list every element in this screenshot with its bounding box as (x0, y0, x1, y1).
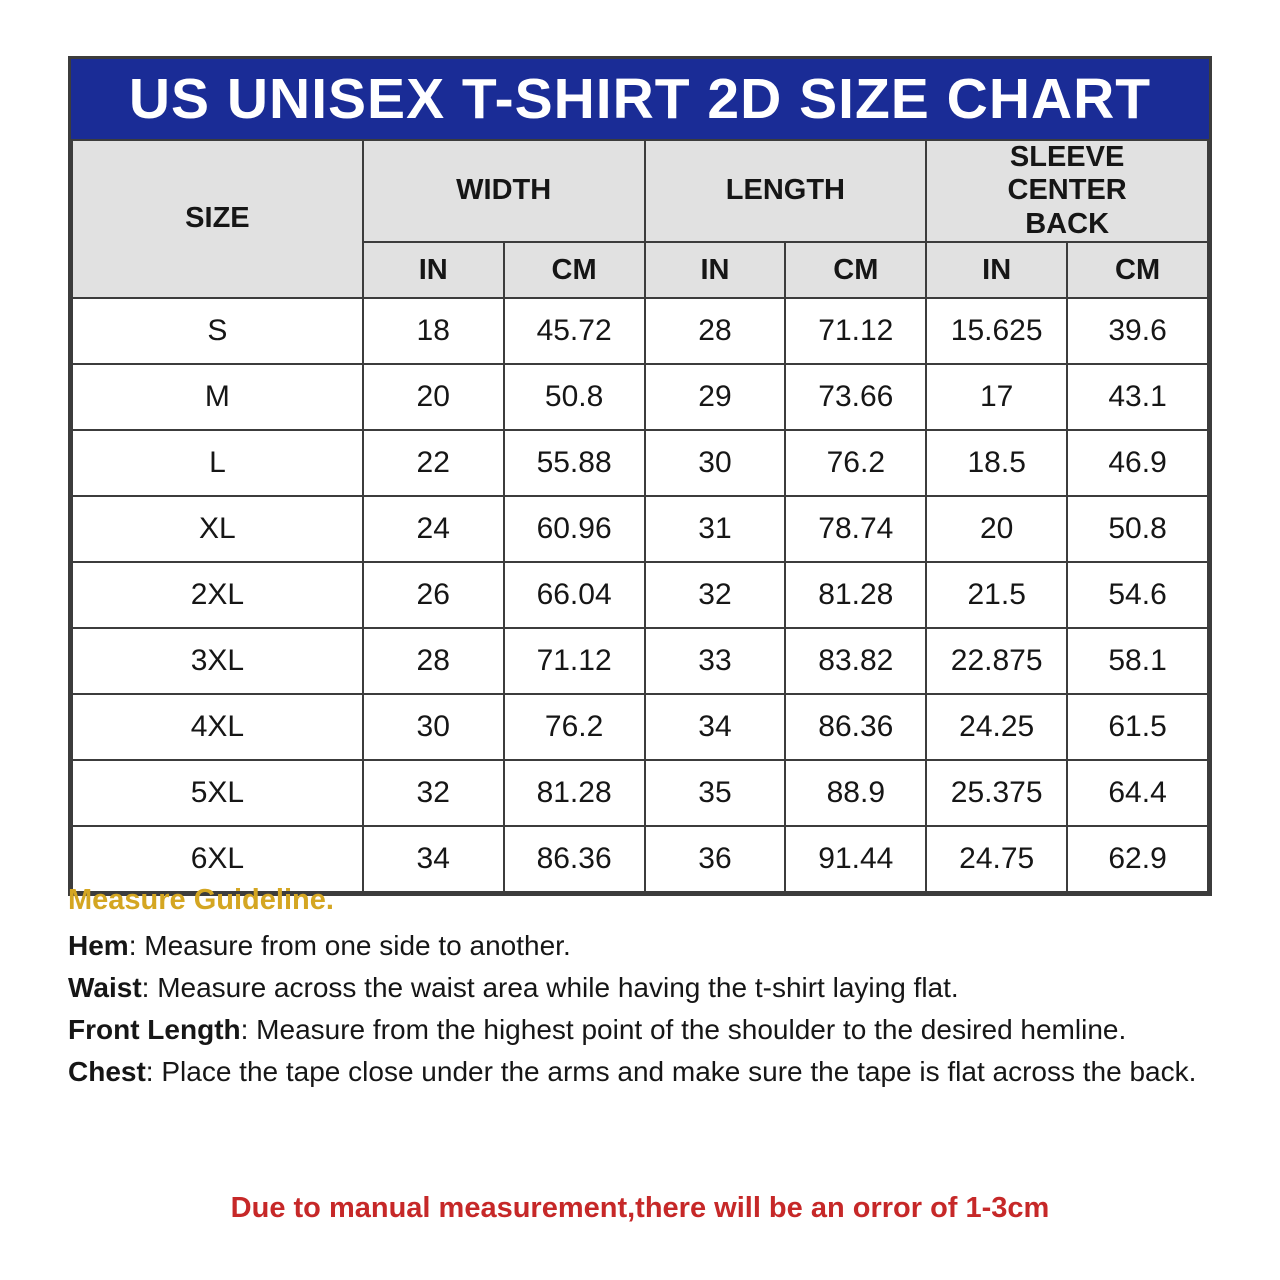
table-row (72, 298, 1208, 364)
guideline-item-label: Hem (68, 930, 129, 961)
length-cm-header: CM (785, 242, 926, 298)
value-cell: 18 (363, 298, 504, 364)
value-cell: 88.9 (785, 760, 926, 826)
value-cell: 28 (363, 628, 504, 694)
table-row (72, 430, 1208, 496)
size-cell: 5XL (72, 760, 363, 826)
size-cell: L (72, 430, 363, 496)
guideline-item-text: : Measure from one side to another. (128, 930, 571, 961)
value-cell: 15.625 (926, 298, 1067, 364)
guideline-item (68, 973, 1218, 1002)
length-group-header: LENGTH (645, 140, 927, 242)
value-cell: 29 (645, 364, 786, 430)
value-cell: 71.12 (504, 628, 645, 694)
value-cell: 18.5 (926, 430, 1067, 496)
measure-guideline-section (68, 884, 1218, 1086)
value-cell: 34 (645, 694, 786, 760)
size-cell: 3XL (72, 628, 363, 694)
table-row (72, 562, 1208, 628)
page-title: US UNISEX T-SHIRT 2D SIZE CHART (128, 67, 1152, 131)
guideline-item-text: : Measure from the highest point of the shoulder to the desired hemline. (240, 1014, 1127, 1045)
table-row (72, 694, 1208, 760)
size-table (71, 139, 1209, 893)
size-table-header (72, 140, 1208, 298)
value-cell: 86.36 (504, 826, 645, 892)
value-cell: 22.875 (926, 628, 1067, 694)
sleeve-group-header: SLEEVE CENTER BACK (926, 140, 1208, 242)
table-row (72, 826, 1208, 892)
size-cell: S (72, 298, 363, 364)
size-chart-sheet (68, 56, 1212, 896)
table-row (72, 628, 1208, 694)
size-column-header: SIZE (72, 140, 363, 298)
value-cell: 32 (363, 760, 504, 826)
value-cell: 24.75 (926, 826, 1067, 892)
length-in-header: IN (645, 242, 786, 298)
value-cell: 55.88 (504, 430, 645, 496)
value-cell: 76.2 (785, 430, 926, 496)
value-cell: 24 (363, 496, 504, 562)
value-cell: 91.44 (785, 826, 926, 892)
width-in-header: IN (363, 242, 504, 298)
value-cell: 50.8 (1067, 496, 1208, 562)
size-cell: 2XL (72, 562, 363, 628)
guideline-list (68, 931, 1218, 1086)
guideline-heading: Measure Guideline. (68, 884, 334, 916)
value-cell: 50.8 (504, 364, 645, 430)
value-cell: 30 (363, 694, 504, 760)
value-cell: 71.12 (785, 298, 926, 364)
guideline-item-text: : Place the tape close under the arms and make sure the tape is flat across the back. (145, 1056, 1197, 1087)
size-cell: M (72, 364, 363, 430)
value-cell: 21.5 (926, 562, 1067, 628)
table-row (72, 496, 1208, 562)
value-cell: 24.25 (926, 694, 1067, 760)
size-cell: 6XL (72, 826, 363, 892)
value-cell: 43.1 (1067, 364, 1208, 430)
value-cell: 20 (363, 364, 504, 430)
guideline-item (68, 1015, 1218, 1044)
measurement-disclaimer: Due to manual measurement,there will be an orror of 1-3cm (230, 1192, 1050, 1224)
size-cell: XL (72, 496, 363, 562)
size-cell: 4XL (72, 694, 363, 760)
value-cell: 26 (363, 562, 504, 628)
value-cell: 54.6 (1067, 562, 1208, 628)
value-cell: 58.1 (1067, 628, 1208, 694)
value-cell: 31 (645, 496, 786, 562)
value-cell: 36 (645, 826, 786, 892)
value-cell: 28 (645, 298, 786, 364)
guideline-item-label: Front Length (68, 1014, 241, 1045)
value-cell: 22 (363, 430, 504, 496)
value-cell: 76.2 (504, 694, 645, 760)
header-group-row (72, 140, 1208, 242)
sleeve-cm-header: CM (1067, 242, 1208, 298)
chart-title-banner (71, 59, 1209, 139)
guideline-item-label: Chest (68, 1056, 146, 1087)
value-cell: 81.28 (504, 760, 645, 826)
value-cell: 73.66 (785, 364, 926, 430)
value-cell: 35 (645, 760, 786, 826)
value-cell: 20 (926, 496, 1067, 562)
value-cell: 61.5 (1067, 694, 1208, 760)
value-cell: 32 (645, 562, 786, 628)
value-cell: 25.375 (926, 760, 1067, 826)
value-cell: 83.82 (785, 628, 926, 694)
table-row (72, 760, 1208, 826)
value-cell: 45.72 (504, 298, 645, 364)
size-table-body (72, 298, 1208, 892)
table-row (72, 364, 1208, 430)
guideline-item (68, 1057, 1218, 1086)
value-cell: 30 (645, 430, 786, 496)
value-cell: 81.28 (785, 562, 926, 628)
value-cell: 64.4 (1067, 760, 1208, 826)
value-cell: 39.6 (1067, 298, 1208, 364)
value-cell: 86.36 (785, 694, 926, 760)
value-cell: 33 (645, 628, 786, 694)
guideline-item-label: Waist (68, 972, 142, 1003)
width-group-header: WIDTH (363, 140, 645, 242)
width-cm-header: CM (504, 242, 645, 298)
value-cell: 66.04 (504, 562, 645, 628)
value-cell: 60.96 (504, 496, 645, 562)
value-cell: 46.9 (1067, 430, 1208, 496)
sleeve-in-header: IN (926, 242, 1067, 298)
value-cell: 17 (926, 364, 1067, 430)
value-cell: 34 (363, 826, 504, 892)
value-cell: 78.74 (785, 496, 926, 562)
value-cell: 62.9 (1067, 826, 1208, 892)
guideline-item-text: : Measure across the waist area while having the t-shirt laying flat. (141, 972, 959, 1003)
guideline-item (68, 931, 1218, 960)
